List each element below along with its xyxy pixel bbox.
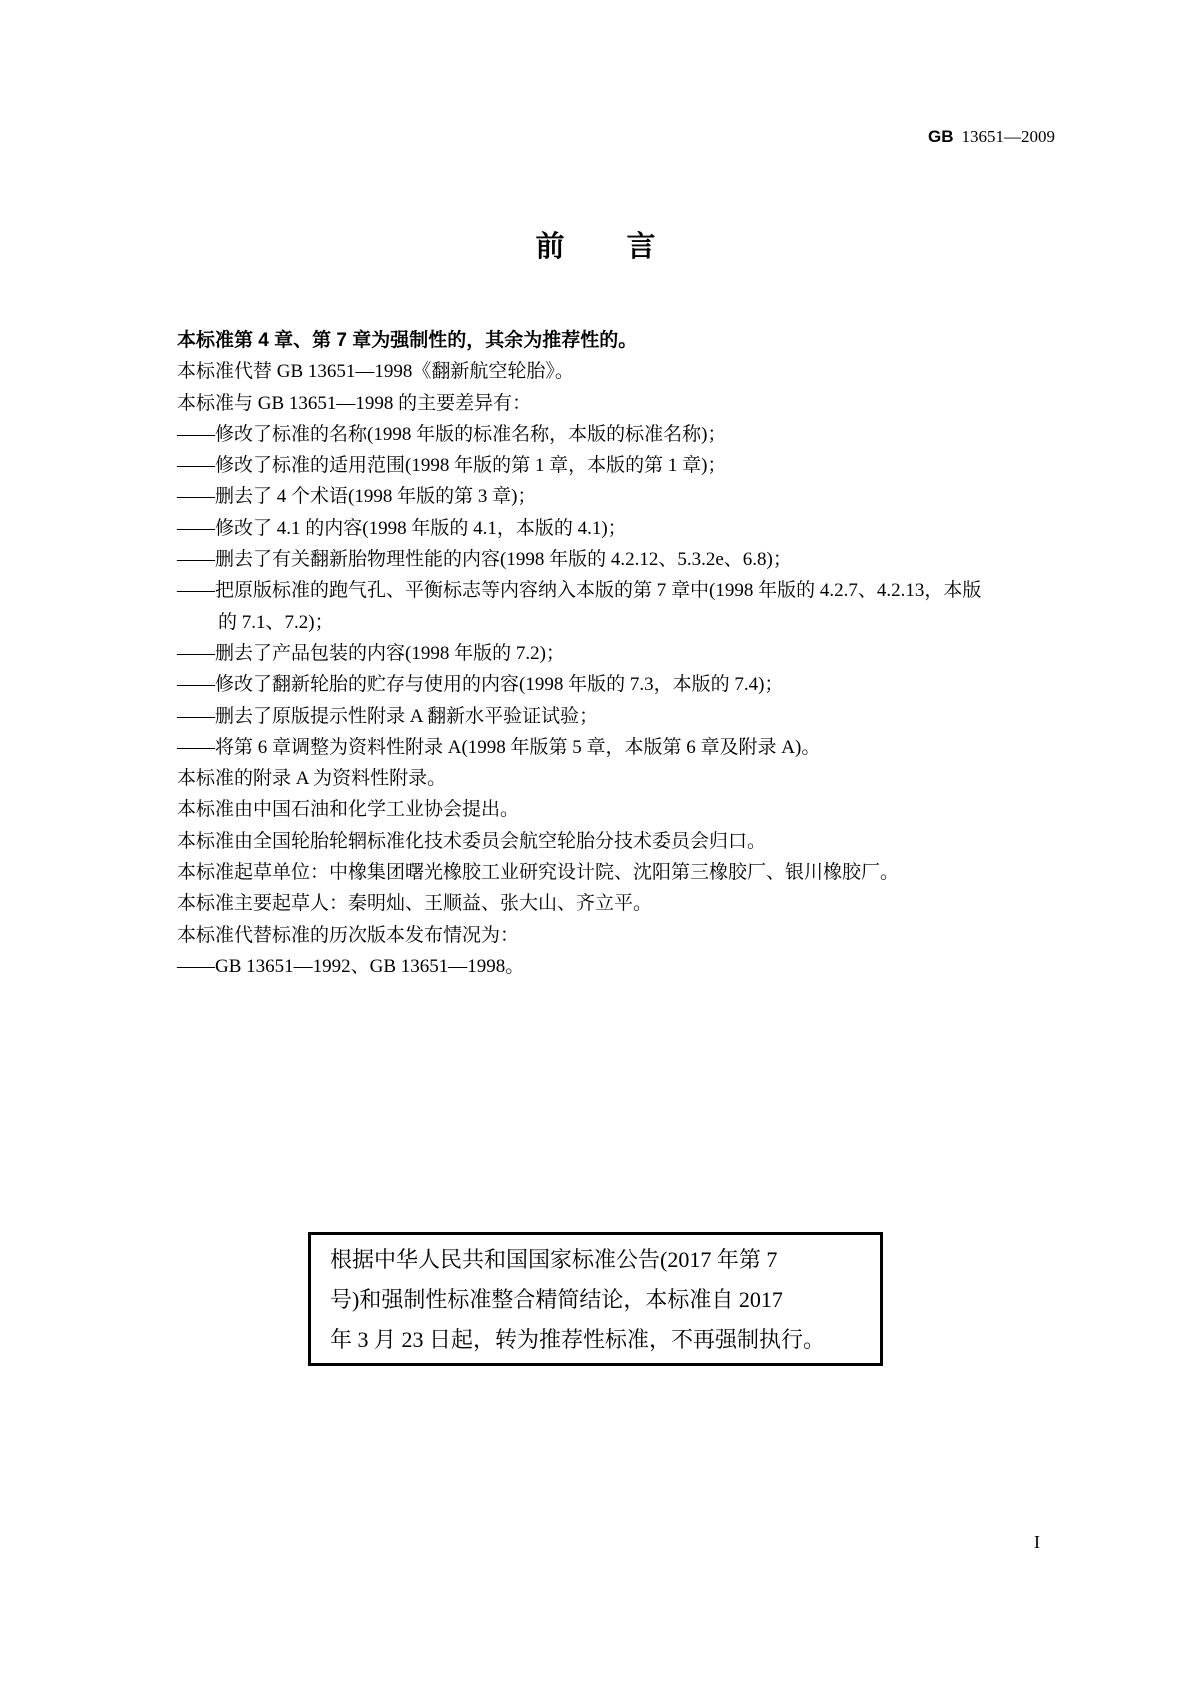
notice-line: 号)和强制性标准整合精简结论，本标准自 2017	[330, 1287, 783, 1312]
page-number: I	[1034, 1532, 1040, 1552]
preface-change-item: ——删去了有关翻新胎物理性能的内容(1998 年版的 4.2.12、5.3.2e、6.8)；	[177, 549, 792, 571]
preface-centralized-by-statement: 本标准由全国轮胎轮辋标准化技术委员会航空轮胎分技术委员会归口。	[177, 830, 767, 852]
standard-prefix: GB	[928, 127, 954, 146]
preface-history-item: ——GB 13651—1992、GB 13651—1998。	[177, 955, 525, 977]
preface-drafters: 本标准主要起草人：秦明灿、王顺益、张大山、齐立平。	[177, 893, 653, 915]
preface-change-item: ——修改了翻新轮胎的贮存与使用的内容(1998 年版的 7.3，本版的 7.4)；	[177, 674, 784, 696]
preface-change-item: ——修改了标准的适用范围(1998 年版的第 1 章，本版的第 1 章)；	[177, 455, 727, 477]
preface-change-item: ——删去了产品包装的内容(1998 年版的 7.2)；	[177, 642, 565, 664]
page-title: 前言	[535, 231, 718, 263]
preface-mandatory-statement: 本标准第 4 章、第 7 章为强制性的，其余为推荐性的。	[177, 330, 638, 351]
preface-annex-statement: 本标准的附录 A 为资料性附录。	[177, 768, 447, 790]
standard-number-header	[928, 127, 1055, 147]
preface-body	[177, 325, 981, 982]
preface-drafting-units: 本标准起草单位：中橡集团曙光橡胶工业研究设计院、沈阳第三橡胶厂、银川橡胶厂。	[177, 862, 900, 884]
preface-change-item: ——把原版标准的跑气孔、平衡标志等内容纳入本版的第 7 章中(1998 年版的 4.2.7、4.2.13，本版	[177, 580, 982, 602]
status-change-notice-box	[308, 1232, 883, 1366]
preface-change-item-continued: 的 7.1、7.2)；	[218, 611, 334, 633]
preface-history-intro: 本标准代替标准的历次版本发布情况为：	[177, 924, 520, 946]
notice-line: 根据中华人民共和国国家标准公告(2017 年第 7	[330, 1247, 778, 1272]
preface-change-item: ——删去了原版提示性附录 A 翻新水平验证试验；	[177, 705, 599, 727]
preface-proposer-statement: 本标准由中国石油和化学工业协会提出。	[177, 799, 520, 821]
notice-line: 年 3 月 23 日起，转为推荐性标准，不再强制执行。	[330, 1327, 826, 1352]
preface-differences-intro: 本标准与 GB 13651—1998 的主要差异有：	[177, 392, 532, 414]
preface-change-item: ——删去了 4 个术语(1998 年版的第 3 章)；	[177, 486, 537, 508]
preface-change-item: ——将第 6 章调整为资料性附录 A(1998 年版第 5 章，本版第 6 章及附录 A)。	[177, 736, 821, 758]
preface-change-item: ——修改了 4.1 的内容(1998 年版的 4.1，本版的 4.1)；	[177, 517, 627, 539]
standard-number: 13651—2009	[961, 127, 1055, 146]
preface-change-item: ——修改了标准的名称(1998 年版的标准名称，本版的标准名称)；	[177, 423, 727, 445]
preface-replaces-statement: 本标准代替 GB 13651—1998《翻新航空轮胎》。	[177, 361, 574, 383]
